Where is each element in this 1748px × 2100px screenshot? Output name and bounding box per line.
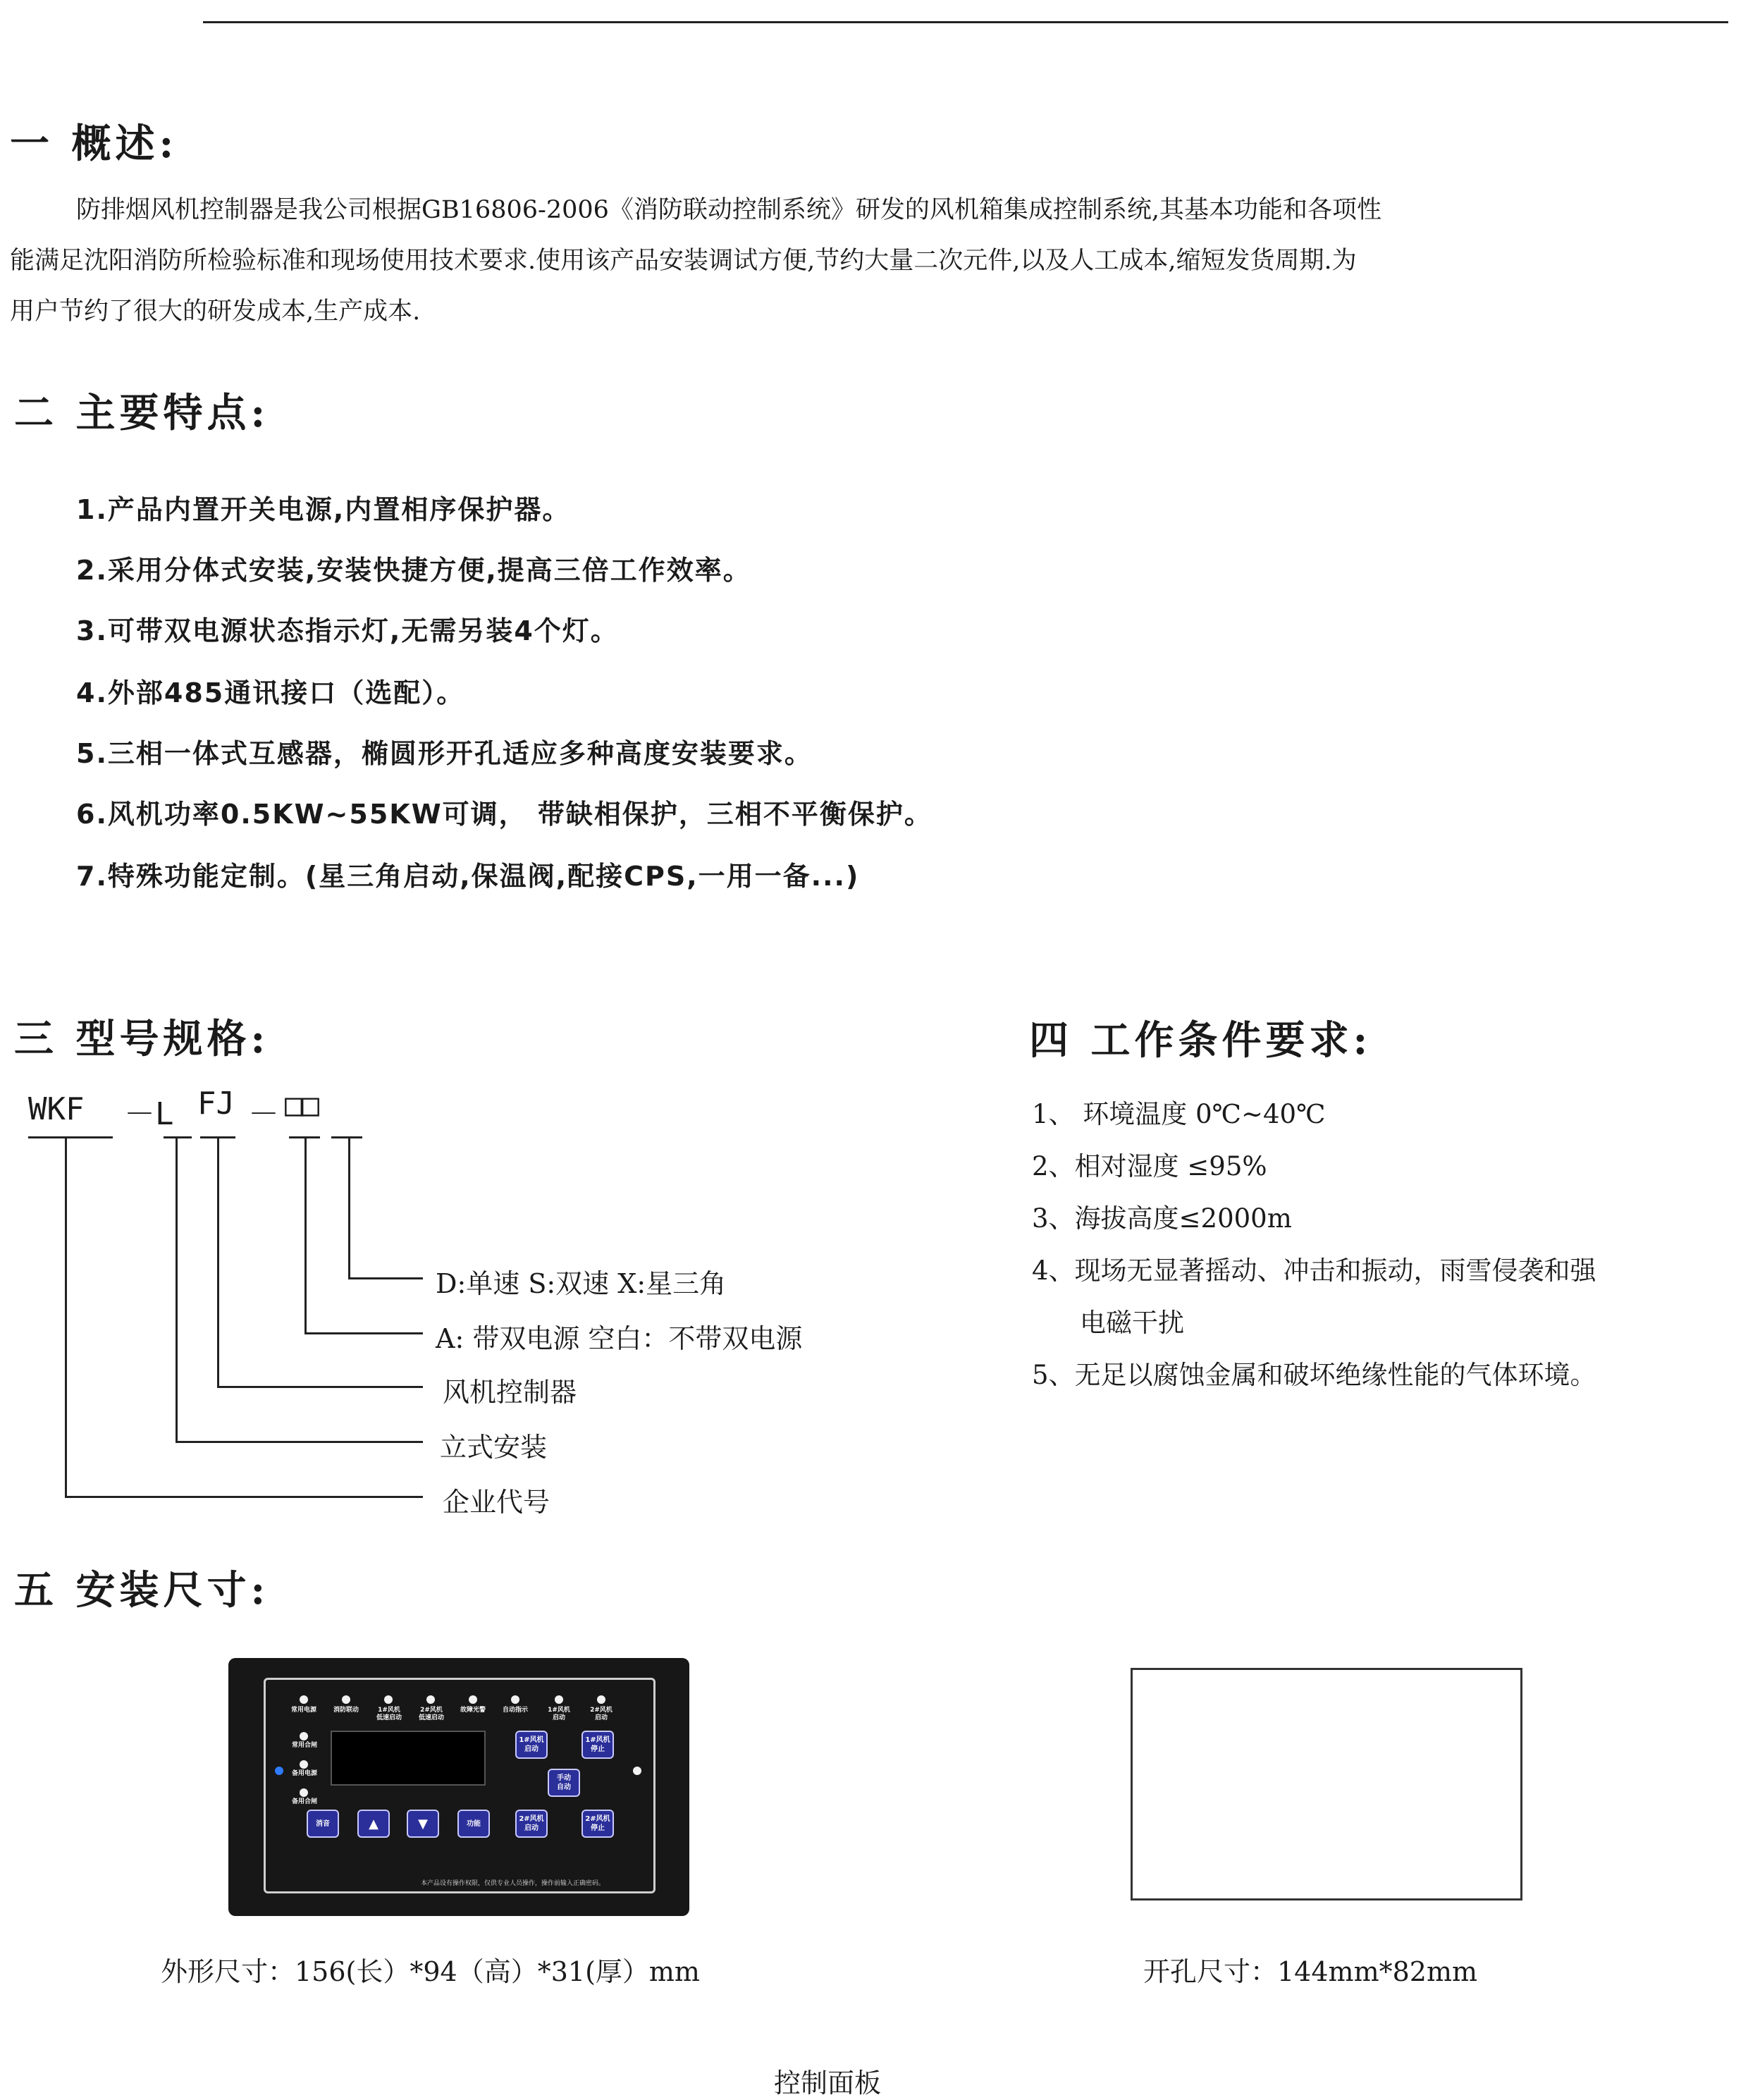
condition-4-cont: 电磁干扰 [1080,1308,1184,1338]
led-7 [555,1695,563,1704]
feature-7: 7.特殊功能定制。(星三角启动,保温阀,配接CPS,一用一备...) [76,861,860,892]
led-label-5: 故障光警 [460,1707,486,1714]
led-label-8: 2#风机 启动 [590,1707,613,1721]
leader-fj-v [217,1136,219,1387]
led-label-4: 2#风机 低速启动 [418,1707,444,1721]
mute-button[interactable]: 消音 [307,1810,339,1838]
condition-1: 1、 环境温度 0℃~40℃ [1032,1099,1326,1129]
condition-4: 4、现场无显著摇动、冲击和振动，雨雪侵袭和强 [1032,1255,1596,1286]
blue-indicator-led [275,1767,283,1775]
side-led-2 [300,1760,308,1769]
led-5 [469,1695,477,1704]
model-code-dash: － [248,1096,279,1132]
led-label-2: 消防联动 [333,1707,359,1714]
leader-wkf-h [65,1496,423,1498]
overview-line-1: 防排烟风机控制器是我公司根据GB16806-2006《消防联动控制系统》研发的风机箱集成控制系统,其基本功能和各项性 [76,196,1382,224]
leader-box2-v [348,1136,350,1279]
cutout-size-text: 开孔尺寸：144mm*82mm [1143,1956,1478,1987]
side-led-label-1: 常用合闸 [291,1742,317,1749]
led-label-3: 1#风机 低速启动 [376,1707,402,1721]
function-button[interactable]: 功能 [457,1810,490,1838]
led-2 [342,1695,350,1704]
top-rule [203,21,1728,23]
panel-caption: 控制面板 [774,2068,882,2099]
underline-l [164,1136,192,1138]
underline-box2 [331,1136,362,1138]
condition-2: 2、相对湿度 ≤95% [1032,1151,1267,1181]
fan2-start-button[interactable]: 2#风机 启动 [515,1810,548,1838]
up-button[interactable]: ▲ [357,1810,390,1838]
leader-l-h [176,1441,423,1443]
leader-box1-h [304,1332,423,1334]
feature-6: 6.风机功率0.5KW~55KW可调， 带缺相保护，三相不平衡保护。 [76,799,933,830]
model-code-boxes: □□ [285,1087,316,1123]
feature-5: 5.三相一体式互感器，椭圆形开孔适应多种高度安装要求。 [76,738,813,769]
down-button[interactable]: ▼ [407,1810,439,1838]
right-indicator-led [633,1767,641,1775]
section-2-title: 二 主要特点: [14,390,270,436]
panel-bezel [264,1678,656,1893]
section-4-title: 四 工作条件要求: [1029,1017,1372,1064]
feature-1: 1.产品内置开关电源,内置相序保护器。 [76,494,571,525]
led-8 [597,1695,605,1704]
led-6 [511,1695,519,1704]
model-code-fj: FJ [197,1086,235,1122]
section-1-title: 一 概述: [10,121,178,167]
condition-3: 3、海拔高度≤2000m [1032,1203,1292,1234]
led-label-6: 自动指示 [502,1707,528,1714]
overview-line-2: 能满足沈阳消防所检验标准和现场使用技术要求.使用该产品安装调试方便,节约大量二次元件,以及人工成本,缩短发货周期.为 [10,247,1357,275]
side-led-1 [300,1732,308,1740]
label-company-code: 企业代号 [443,1487,550,1518]
led-label-1: 常用电源 [290,1707,316,1714]
manual-auto-button[interactable]: 手动 自动 [548,1769,580,1797]
led-4 [426,1695,435,1704]
model-code-wkf: WKF [28,1091,85,1127]
leader-fj-h [217,1386,423,1388]
side-led-3 [300,1788,308,1797]
fan2-stop-button[interactable]: 2#风机 停止 [581,1810,614,1838]
label-vertical-install: 立式安装 [440,1432,548,1463]
lcd-display [331,1731,486,1786]
leader-l-v [176,1136,178,1442]
label-speed: D:单速 S:双速 X:星三角 [436,1268,727,1299]
panel-warning-note: 本产品设有操作权限，仅供专业人员操作，操作前输入正确密码。 [421,1880,605,1887]
underline-wkf [28,1136,113,1138]
feature-4: 4.外部485通讯接口（选配）。 [76,677,465,708]
overview-line-3: 用户节约了很大的研发成本,生产成本. [10,297,421,326]
control-panel-image [228,1658,689,1916]
fan1-start-button[interactable]: 1#风机 启动 [515,1731,548,1759]
label-fan-controller: 风机控制器 [443,1377,577,1408]
fan1-stop-button[interactable]: 1#风机 停止 [581,1731,614,1759]
leader-wkf-v [65,1136,67,1497]
section-5-title: 五 安装尺寸: [14,1567,270,1614]
led-3 [384,1695,393,1704]
led-label-7: 1#风机 启动 [548,1707,570,1721]
section-3-title: 三 型号规格: [14,1016,270,1062]
condition-5: 5、无足以腐蚀金属和破坏绝缘性能的气体环境。 [1032,1360,1596,1390]
side-led-label-3: 备用合闸 [291,1798,317,1805]
cutout-outline [1131,1668,1522,1901]
leader-box2-h [348,1277,423,1279]
led-1 [300,1695,308,1704]
leader-box1-v [304,1136,307,1334]
model-code-l: －L [124,1096,174,1132]
feature-3: 3.可带双电源状态指示灯,无需另装4个灯。 [76,615,619,646]
label-dual-power: A: 带双电源 空白：不带双电源 [436,1323,803,1354]
feature-2: 2.采用分体式安装,安装快捷方便,提高三倍工作效率。 [76,555,751,586]
outer-size-text: 外形尺寸：156(长）*94（高）*31(厚）mm [161,1956,700,1987]
side-led-label-2: 备用电源 [291,1770,317,1777]
